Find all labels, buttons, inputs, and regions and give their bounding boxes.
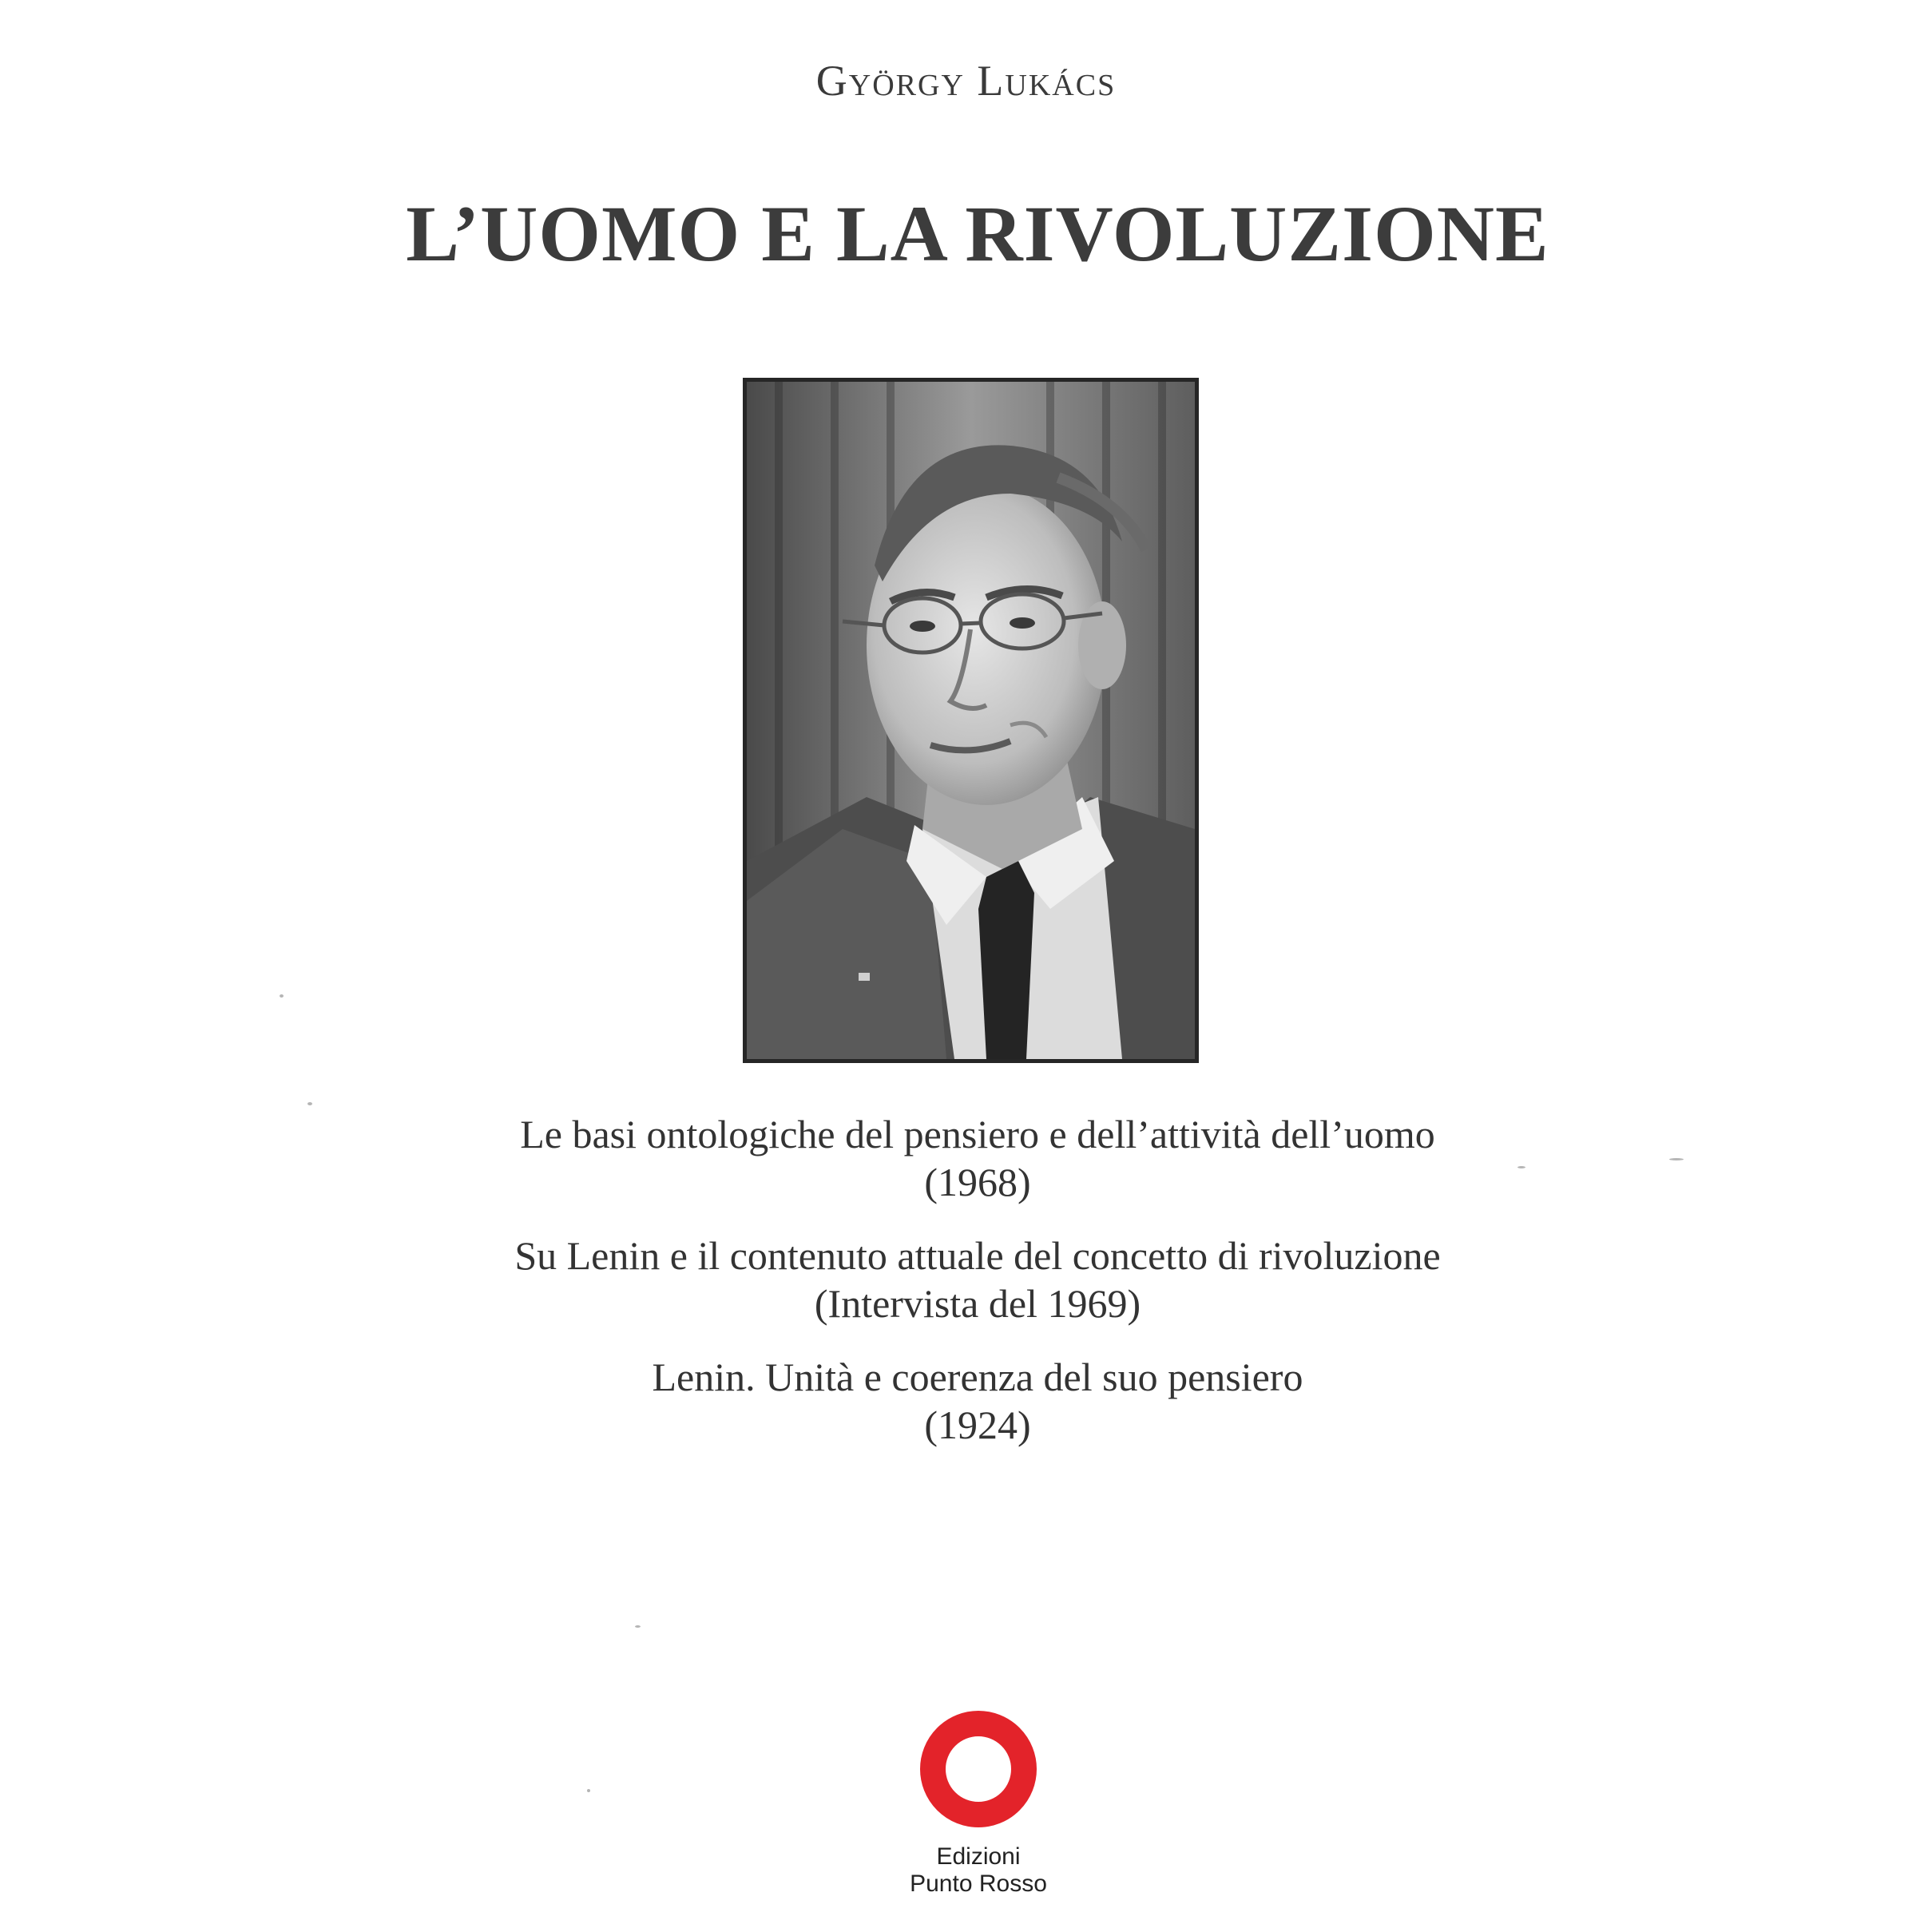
contents-list	[0, 1110, 1932, 1474]
scan-speck	[587, 1789, 590, 1792]
scan-speck	[280, 994, 284, 998]
publisher-line-2: Punto Rosso	[910, 1871, 1047, 1897]
contents-entry-2	[0, 1232, 1932, 1327]
scan-speck	[307, 1102, 312, 1105]
publisher-line-1: Edizioni	[936, 1843, 1021, 1870]
entry-title: Su Lenin e il contenuto attuale del concetto di rivoluzione	[514, 1233, 1441, 1278]
scan-speck	[1517, 1166, 1525, 1168]
entry-title: Le basi ontologiche del pensiero e dell’attività dell’uomo	[520, 1112, 1435, 1156]
publisher-ring-logo-icon	[918, 1709, 1038, 1829]
entry-date: (1968)	[924, 1160, 1031, 1204]
portrait-photo	[747, 382, 1195, 1059]
scan-speck	[1669, 1158, 1684, 1160]
author-name: György Lukács	[815, 57, 1117, 105]
entry-date: (Intervista del 1969)	[814, 1281, 1141, 1326]
contents-entry-3	[0, 1353, 1932, 1449]
entry-title: Lenin. Unità e coerenza del suo pensiero	[652, 1355, 1303, 1399]
contents-entry-1	[0, 1110, 1932, 1206]
author-portrait-photo	[743, 378, 1199, 1063]
publisher-name	[887, 1843, 1070, 1898]
entry-date: (1924)	[924, 1402, 1031, 1447]
scan-speck	[635, 1625, 641, 1628]
book-title: L’UOMO E LA RIVOLUZIONE	[406, 189, 1549, 278]
